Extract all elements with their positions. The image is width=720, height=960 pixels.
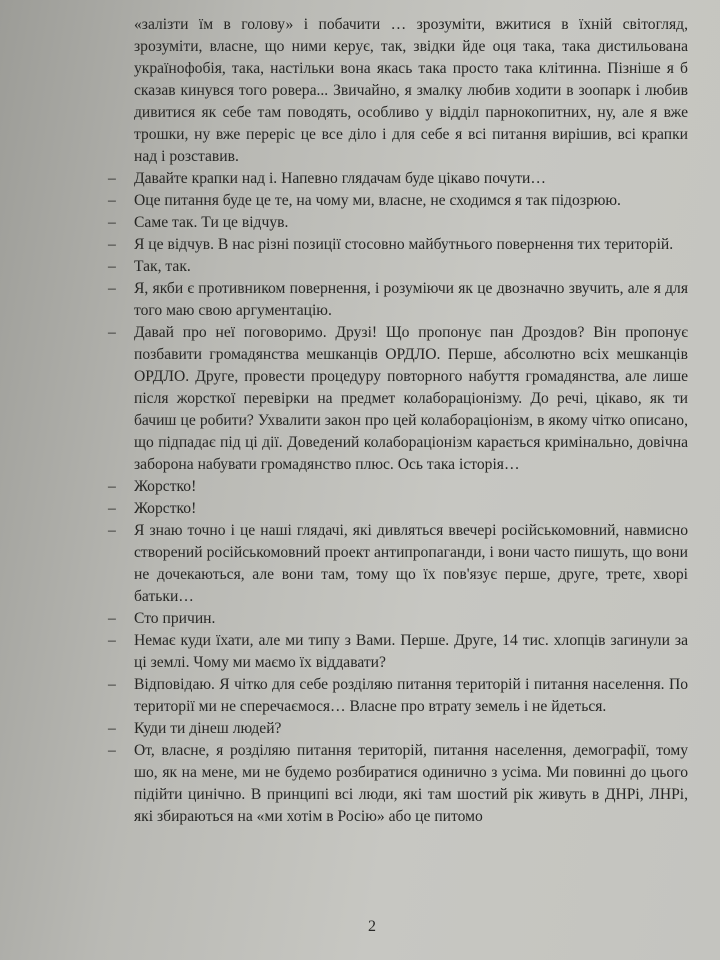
dash-marker: –: [108, 500, 116, 517]
dialogue-line: [108, 674, 688, 718]
dash-marker: –: [108, 632, 116, 649]
dash-marker: –: [108, 170, 116, 187]
dialogue-text: Давайте крапки над і. Напевно глядачам буде цікаво почути…: [134, 170, 546, 187]
dash-marker: –: [108, 192, 116, 209]
dialogue-line: [108, 476, 688, 498]
dash-marker: –: [108, 324, 116, 341]
dialogue-line: [108, 278, 688, 322]
dialogue-text: Немає куди їхати, але ми типу з Вами. Перше. Друге, 14 тис. хлопців загинули за ці землі. Чому ми маємо їх віддавати?: [134, 632, 688, 671]
dash-marker: –: [108, 610, 116, 627]
dash-marker: –: [108, 258, 116, 275]
dash-marker: –: [108, 236, 116, 253]
dialogue-line: [108, 322, 688, 476]
continuation-paragraph: [108, 14, 688, 168]
dialogue-text: Оце питання буде це те, на чому ми, власне, не сходимся я так підозрюю.: [134, 192, 621, 209]
dialogue-line: [108, 256, 688, 278]
dialogue-text: Жорстко!: [134, 478, 197, 495]
dash-marker: –: [108, 742, 116, 759]
dialogue-text: Жорстко!: [134, 500, 197, 517]
paragraph-text: «залізти їм в голову» і побачити … зрозуміти, вжитися в їхній світогляд, зрозуміти, власне, що ними керує, так, звідки йде оця така, така дистильована українофобія, така, настільки вона якась така просто така клітинна. Пізніше я б сказав кинувся того ровера... Звичайно, я змалку любив ходити в зоопарк і любив дивитися як себе там поводять, особливо у відділ парнокопитних, ну, але я вже трошки, ну вже переріс це все діло і для себе я всі питання вирішив, всі крапки над і розставив.: [134, 16, 688, 165]
dialogue-text: Так, так.: [134, 258, 191, 275]
dialogue-line: [108, 608, 688, 630]
dialogue-line: [108, 212, 688, 234]
dialogue-text: Відповідаю. Я чітко для себе розділяю питання територій і питання населення. По території ми не сперечаємося… Власне про втрату земель і не йдеться.: [134, 676, 688, 715]
dialogue-line: [108, 498, 688, 520]
dialogue-line: [108, 718, 688, 740]
dialogue-line: [108, 520, 688, 608]
dash-marker: –: [108, 478, 116, 495]
dialogue-text: Я знаю точно і це наші глядачі, які дивляться ввечері російськомовний, навмисно створений російськомовний проект антипропаганди, і вони часто пишуть, що вони не дочекаються, але вони там, тому що їх пов'язує перше, друге, третє, хворі батьки…: [134, 522, 688, 605]
dialogue-line: [108, 740, 688, 828]
dialogue-text: Саме так. Ти це відчув.: [134, 214, 289, 231]
dash-marker: –: [108, 214, 116, 231]
dialogue-text: Куди ти дінеш людей?: [134, 720, 282, 737]
dash-marker: –: [108, 720, 116, 737]
dash-marker: –: [108, 676, 116, 693]
dialogue-line: [108, 190, 688, 212]
dash-marker: –: [108, 522, 116, 539]
document-body: [108, 14, 688, 828]
dialogue-text: Я це відчув. В нас різні позиції стосовно майбутнього повернення тих територій.: [134, 236, 674, 253]
dialogue-text: Давай про неї поговоримо. Друзі! Що пропонує пан Дроздов? Він пропонує позбавити громадянства мешканців ОРДЛО. Перше, абсолютно всіх мешканців ОРДЛО. Друге, провести процедуру повторного набуття громадянства, але лише після жорсткої перевірки на предмет колабораціонізму. До речі, цікаво, як ти бачиш це робити? Ухвалити закон про цей колабораціонізм, в якому чітко описано, що підпадає під ці дії. Доведений колабораціонізм карається кримінально, довічна заборона набувати громадянство плюс. Ось така історія…: [134, 324, 688, 473]
dialogue-line: [108, 234, 688, 256]
page-number: 2: [368, 918, 376, 935]
dash-marker: –: [108, 280, 116, 297]
dialogue-line: [108, 630, 688, 674]
dialogue-text: От, власне, я розділяю питання територій, питання населення, демографії, тому шо, як на мене, ми не будемо розбиратися одинично з усіма. Ми повинні до цього підійти цинічно. В принципі всі люди, які там шостий рік живуть в ДНРі, ЛНРі, які збираються на «ми хотім в Росію» або це питомо: [134, 742, 688, 825]
dialogue-line: [108, 168, 688, 190]
dialogue-text: Я, якби є противником повернення, і розуміючи як це двозначно звучить, але я для того маю свою аргументацію.: [134, 280, 688, 319]
dialogue-text: Сто причин.: [134, 610, 216, 627]
